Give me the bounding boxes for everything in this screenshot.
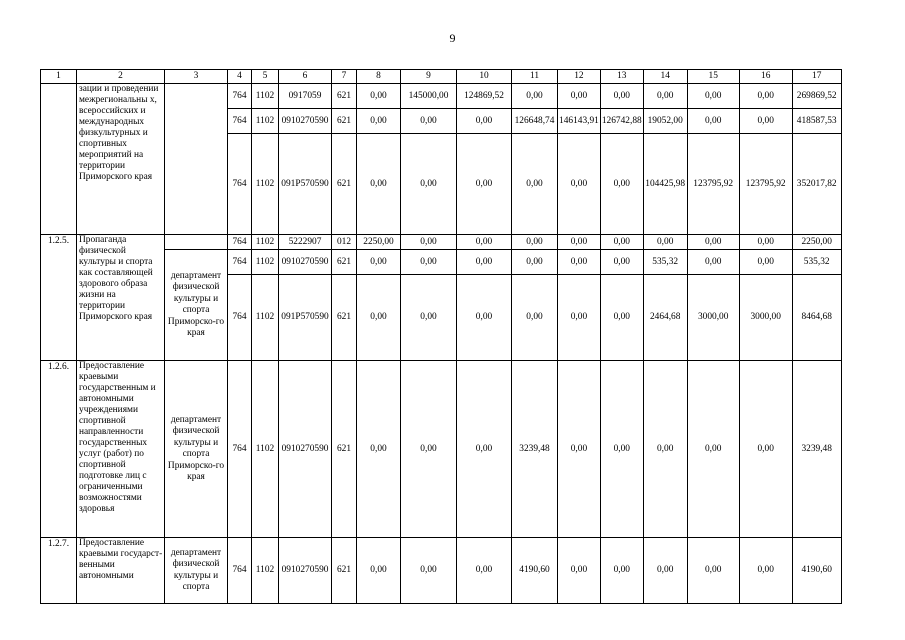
expense-type-cell: 621 [332,250,357,275]
amount-cell: 0,00 [687,361,739,538]
amount-cell: 126648,74 [512,109,558,134]
amount-cell: 0,00 [600,235,643,250]
target-article-cell: 0917059 [279,84,332,109]
expense-type-cell: 621 [332,275,357,361]
item-name-cell: Пропаганда физической культуры и спорта как составляющей здорового образа жизни на территории Приморского края [77,235,165,361]
item-number-cell: 1.2.6. [41,361,77,538]
amount-cell: 0,00 [643,235,687,250]
header-cell: 6 [279,70,332,84]
amount-cell: 0,00 [401,235,457,250]
executor-cell [165,84,228,235]
header-cell: 13 [600,70,643,84]
amount-cell: 0,00 [739,84,792,109]
expense-type-cell: 012 [332,235,357,250]
amount-cell: 123795,92 [687,134,739,235]
expense-type-cell: 621 [332,134,357,235]
amount-cell: 0,00 [739,538,792,604]
target-article-cell: 091P570590 [279,134,332,235]
amount-cell: 0,00 [687,84,739,109]
amount-cell: 0,00 [558,538,601,604]
amount-cell: 0,00 [643,84,687,109]
grbs-cell: 764 [228,275,252,361]
expense-type-cell: 621 [332,109,357,134]
amount-cell: 0,00 [357,538,401,604]
amount-cell: 124869,52 [457,84,512,109]
amount-cell: 0,00 [512,235,558,250]
header-cell: 17 [792,70,841,84]
page-number: 9 [449,31,456,45]
target-article-cell: 091P570590 [279,275,332,361]
item-name-cell: Предоставление краевыми государственным и автономными учреждениями спортивной направленности государственных услуг (работ) по спортивной подготовке лиц с ограниченными возможностями здоровья [77,361,165,538]
amount-cell: 0,00 [357,109,401,134]
amount-cell: 0,00 [600,275,643,361]
amount-cell: 146143,91 [558,109,601,134]
table-row [41,235,842,250]
total-cell: 8464,68 [792,275,841,361]
amount-cell: 0,00 [357,134,401,235]
amount-cell: 19052,00 [643,109,687,134]
header-cell: 8 [357,70,401,84]
amount-cell: 3239,48 [512,361,558,538]
section-cell: 1102 [252,275,279,361]
target-article-cell: 0910270590 [279,538,332,604]
total-cell: 2250,00 [792,235,841,250]
executor-cell [165,235,228,250]
item-number-cell [41,84,77,235]
expense-type-cell: 621 [332,84,357,109]
amount-cell: 0,00 [357,84,401,109]
amount-cell: 4190,60 [512,538,558,604]
grbs-cell: 764 [228,109,252,134]
amount-cell: 0,00 [401,275,457,361]
executor-cell: департамент физической культуры и спорта [165,538,228,604]
executor-cell: департамент физической культуры и спорта Приморско-го края [165,250,228,361]
amount-cell: 0,00 [558,134,601,235]
total-cell: 535,32 [792,250,841,275]
amount-cell: 0,00 [401,250,457,275]
table-row [41,538,842,604]
header-cell: 2 [77,70,165,84]
amount-cell: 3000,00 [739,275,792,361]
amount-cell: 145000,00 [401,84,457,109]
target-article-cell: 0910270590 [279,361,332,538]
section-cell: 1102 [252,109,279,134]
amount-cell: 123795,92 [739,134,792,235]
amount-cell: 0,00 [739,109,792,134]
header-cell: 11 [512,70,558,84]
amount-cell: 0,00 [739,250,792,275]
amount-cell: 0,00 [457,361,512,538]
target-article-cell: 5222907 [279,235,332,250]
amount-cell: 104425,98 [643,134,687,235]
grbs-cell: 764 [228,235,252,250]
amount-cell: 0,00 [457,109,512,134]
header-cell: 5 [252,70,279,84]
expense-type-cell: 621 [332,361,357,538]
amount-cell: 0,00 [739,235,792,250]
item-name-cell: Предоставление краевыми государст-венными автономными [77,538,165,604]
amount-cell: 0,00 [643,361,687,538]
header-cell: 10 [457,70,512,84]
amount-cell: 0,00 [401,361,457,538]
table-row [41,84,842,109]
amount-cell: 535,32 [643,250,687,275]
amount-cell: 3000,00 [687,275,739,361]
header-cell: 3 [165,70,228,84]
executor-cell: департамент физической культуры и спорта Приморско-го края [165,361,228,538]
grbs-cell: 764 [228,250,252,275]
amount-cell: 0,00 [600,134,643,235]
amount-cell: 0,00 [401,134,457,235]
amount-cell: 0,00 [643,538,687,604]
header-row [41,70,842,84]
section-cell: 1102 [252,235,279,250]
amount-cell: 0,00 [558,250,601,275]
amount-cell: 0,00 [512,275,558,361]
budget-table [40,69,842,604]
amount-cell: 0,00 [600,84,643,109]
total-cell: 4190,60 [792,538,841,604]
amount-cell: 0,00 [687,235,739,250]
amount-cell: 0,00 [687,109,739,134]
item-name-cell: зации и проведении межрегиональны х, всероссийских и международных физкультурных и спортивных мероприятий на территории Приморского края [77,84,165,235]
amount-cell: 0,00 [600,538,643,604]
amount-cell: 0,00 [558,275,601,361]
section-cell: 1102 [252,84,279,109]
amount-cell: 0,00 [687,250,739,275]
amount-cell: 0,00 [401,109,457,134]
item-number-cell: 1.2.5. [41,235,77,361]
amount-cell: 0,00 [512,134,558,235]
grbs-cell: 764 [228,134,252,235]
amount-cell: 2250,00 [357,235,401,250]
header-cell: 7 [332,70,357,84]
section-cell: 1102 [252,134,279,235]
amount-cell: 126742,88 [600,109,643,134]
amount-cell: 0,00 [687,538,739,604]
amount-cell: 0,00 [512,84,558,109]
amount-cell: 0,00 [600,361,643,538]
section-cell: 1102 [252,361,279,538]
amount-cell: 0,00 [357,361,401,538]
amount-cell: 0,00 [457,235,512,250]
section-cell: 1102 [252,250,279,275]
table-row [41,361,842,538]
total-cell: 418587,53 [792,109,841,134]
amount-cell: 0,00 [558,361,601,538]
target-article-cell: 0910270590 [279,109,332,134]
section-cell: 1102 [252,538,279,604]
item-number-cell: 1.2.7. [41,538,77,604]
amount-cell: 0,00 [457,134,512,235]
amount-cell: 0,00 [558,235,601,250]
amount-cell: 0,00 [558,84,601,109]
amount-cell: 0,00 [600,250,643,275]
total-cell: 3239,48 [792,361,841,538]
amount-cell: 0,00 [401,538,457,604]
header-cell: 12 [558,70,601,84]
amount-cell: 2464,68 [643,275,687,361]
total-cell: 352017,82 [792,134,841,235]
amount-cell: 0,00 [739,361,792,538]
header-cell: 16 [739,70,792,84]
amount-cell: 0,00 [512,250,558,275]
header-cell: 9 [401,70,457,84]
amount-cell: 0,00 [457,275,512,361]
header-cell: 4 [228,70,252,84]
total-cell: 269869,52 [792,84,841,109]
amount-cell: 0,00 [357,275,401,361]
grbs-cell: 764 [228,84,252,109]
header-cell: 15 [687,70,739,84]
amount-cell: 0,00 [457,250,512,275]
header-cell: 14 [643,70,687,84]
header-cell: 1 [41,70,77,84]
amount-cell: 0,00 [457,538,512,604]
amount-cell: 0,00 [357,250,401,275]
grbs-cell: 764 [228,538,252,604]
expense-type-cell: 621 [332,538,357,604]
target-article-cell: 0910270590 [279,250,332,275]
grbs-cell: 764 [228,361,252,538]
